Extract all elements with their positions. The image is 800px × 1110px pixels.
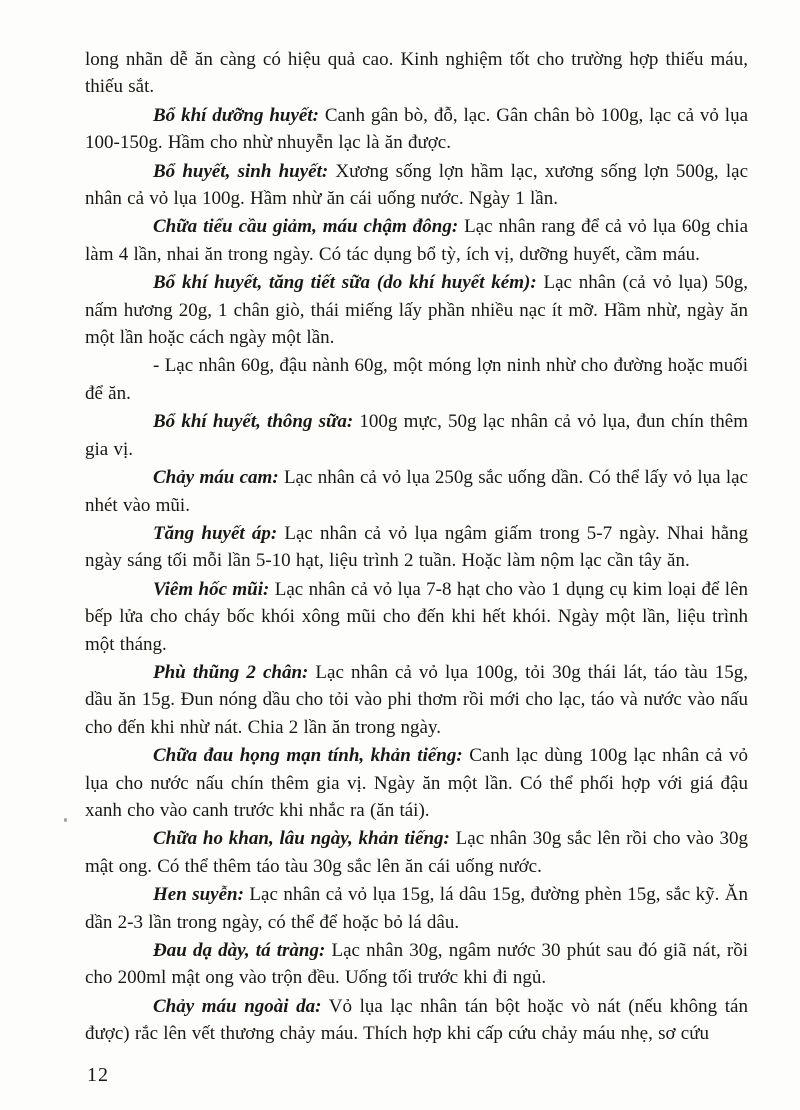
paragraph-text: Xương sống lợn hầm lạc, xương sống lợn 500g, lạc nhân cả vỏ lụa 100g. Hầm nhừ ăn cái uống nước. Ngày 1 lần. [85, 160, 749, 210]
page-text-column [85, 46, 748, 1089]
paragraph-lead: Bổ huyết, sinh huyết: [153, 160, 329, 182]
paragraph-lead: Tăng huyết áp: [153, 522, 278, 544]
paragraph [85, 520, 748, 575]
paragraph-text: long nhãn dễ ăn càng có hiệu quả cao. Kinh nghiệm tốt cho trường hợp thiếu máu, thiếu sắt. [85, 49, 748, 98]
paragraph-lead: Chảy máu ngoài da: [153, 995, 322, 1017]
paragraph [85, 576, 748, 658]
paragraph-lead: Bổ khí huyết, thông sữa: [153, 411, 354, 433]
paragraph [85, 213, 748, 268]
paragraph [85, 659, 748, 741]
scan-speck-artifact [64, 818, 67, 822]
paragraph [85, 158, 748, 213]
paragraph-text: 100g mực, 50g lạc nhân cả vỏ lụa, đun chín thêm gia vị. [85, 411, 748, 460]
paragraph-text: Vỏ lụa lạc nhân tán bột hoặc vò nát (nếu không tán được) rắc lên vết thương chảy máu. Thích hợp khi cấp cứu chảy máu nhẹ, sơ cứu [85, 995, 748, 1045]
paragraph [85, 46, 748, 101]
paragraph-lead: Chảy máu cam: [153, 467, 279, 489]
paragraph-text: Lạc nhân cả vỏ lụa 100g, tỏi 30g thái lát, táo tàu 15g, dầu ăn 15g. Đun nóng dầu cho tỏi vào phi thơm rồi mới cho lạc, táo và nước vào nấu cho đến khi nhừ nát. Chia 2 lần ăn trong ngày. [85, 661, 748, 738]
paragraph [85, 408, 748, 463]
page-number: 12 [87, 1063, 109, 1086]
paragraph-text: Lạc nhân 30g sắc lên rồi cho vào 30g mật ong. Có thể thêm táo tàu 30g sắc lên ăn cái uống nước. [85, 828, 749, 877]
paragraph [85, 825, 748, 880]
paragraph [85, 881, 748, 936]
paragraph-text: Lạc nhân (cả vỏ lụa) 50g, nấm hương 20g, 1 chân giò, thái miếng lấy phần nhiều nạc ít mỡ. Hầm nhừ, ngày ăn một lần hoặc cách ngày một lần. [85, 272, 749, 349]
paragraph-text: Lạc nhân cả vỏ lụa ngâm giấm trong 5-7 ngày. Nhai hằng ngày sáng tối mỗi lần 5-10 hạt, liệu trình 2 tuần. Hoặc làm nộm lạc cần tây ăn. [85, 522, 749, 572]
paragraph-lead: Hen suyễn: [153, 884, 244, 906]
paragraph-lead: Chữa tiểu cầu giảm, máu chậm đông: [153, 216, 459, 238]
paragraph-lead: Chữa ho khan, lâu ngày, khản tiếng: [153, 828, 450, 850]
paragraph-lead: Bổ khí dưỡng huyết: [153, 104, 319, 126]
paragraph [85, 102, 748, 157]
paragraph-text: Lạc nhân cả vỏ lụa 7-8 hạt cho vào 1 dụng cụ kim loại để lên bếp lửa cho cháy bốc khói xông mũi cho đến khi hết khói. Ngày một lần, liệu trình một tháng. [85, 578, 749, 655]
paragraph [85, 937, 748, 992]
paragraph-text: Lạc nhân cả vỏ lụa 15g, lá dâu 15g, đường phèn 15g, sắc kỹ. Ăn dần 2-3 lần trong ngày, có thể để hoặc bỏ lá dâu. [85, 884, 749, 933]
paragraph-text: Lạc nhân rang để cả vỏ lụa 60g chia làm 4 lần, nhai ăn trong ngày. Có tác dụng bổ tỳ, ích vị, dưỡng huyết, cầm máu. [85, 216, 748, 265]
paragraph-lead: Bổ khí huyết, tăng tiết sữa (do khí huyết kém): [153, 272, 537, 294]
paragraph-lead: Chữa đau họng mạn tính, khản tiếng: [153, 745, 463, 767]
paragraph-text: Canh gân bò, đỗ, lạc. Gân chân bò 100g, lạc cả vỏ lụa 100-150g. Hầm cho nhừ nhuyễn lạc là ăn được. [85, 104, 748, 154]
paragraph [85, 464, 748, 519]
paragraph-lead: Viêm hốc mũi: [153, 578, 270, 600]
paragraph-lead: Phù thũng 2 chân: [153, 661, 309, 683]
paragraph-lead: Đau dạ dày, tá tràng: [153, 940, 326, 961]
paragraph-text: Canh lạc dùng 100g lạc nhân cả vỏ lụa cho nước nấu chín thêm gia vị. Ngày ăn một lần. Có thể phối hợp với giá đậu xanh cho vào canh trước khi nhắc ra (ăn tái). [85, 745, 748, 821]
paragraph [85, 269, 748, 351]
paragraph-text: Lạc nhân cả vỏ lụa 250g sắc uống dần. Có thể lấy vỏ lụa lạc nhét vào mũi. [85, 467, 748, 516]
paragraph [85, 352, 748, 407]
paragraph-text: Lạc nhân 30g, ngâm nước 30 phút sau đó giã nát, rồi cho 200ml mật ong vào trộn đều. Uống tối trước khi đi ngủ. [85, 940, 749, 989]
paragraph-text: - Lạc nhân 60g, đậu nành 60g, một móng lợn ninh nhừ cho đường hoặc muối để ăn. [85, 355, 748, 404]
paragraph [85, 742, 748, 824]
paragraph [85, 993, 748, 1048]
